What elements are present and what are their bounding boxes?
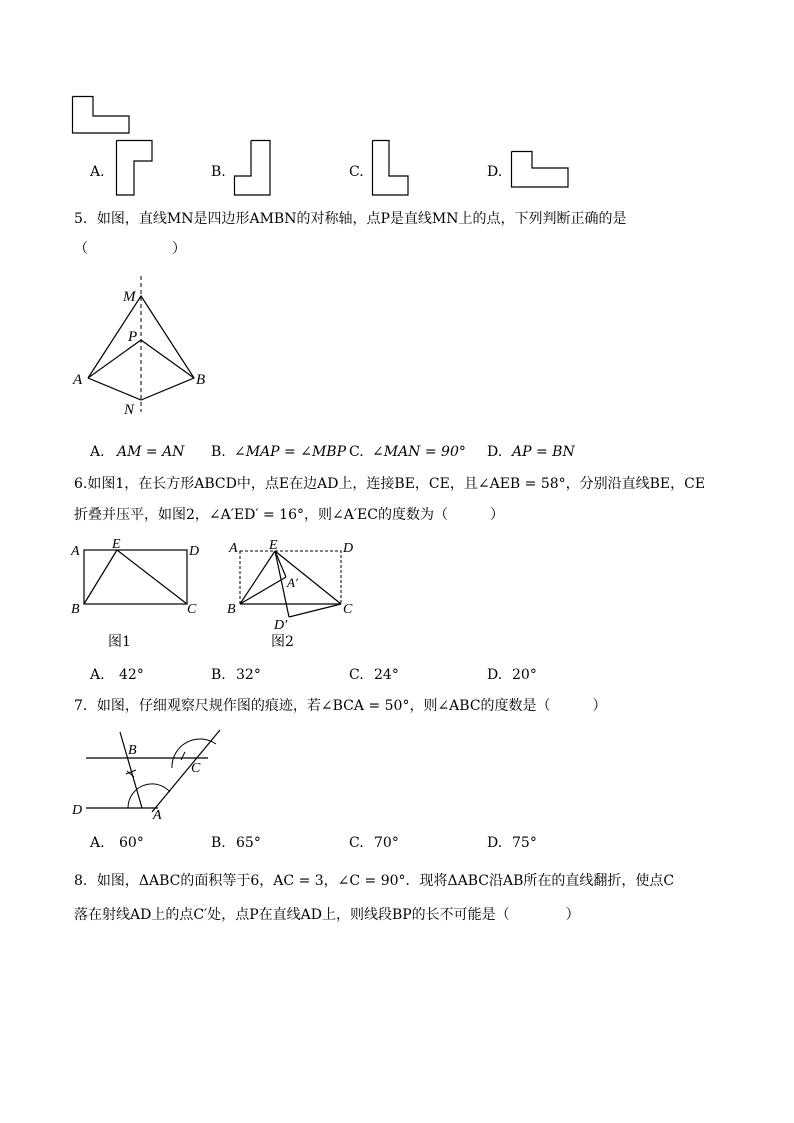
q6-option-b-text[interactable]: 32° xyxy=(236,667,261,683)
q5-label-b: B xyxy=(196,372,206,388)
q6-fig1-caption: 图1 xyxy=(108,634,131,650)
q6-fig1-label-d: D xyxy=(189,544,200,559)
q5-option-b-text[interactable]: ∠MAP = ∠MBP xyxy=(234,444,346,460)
q5-answer-paren[interactable]: （ ） xyxy=(74,241,186,257)
q5-option-d-text[interactable]: AP = BN xyxy=(512,444,575,460)
q7-option-b-text[interactable]: 65° xyxy=(236,835,261,851)
q5-option-d-letter[interactable]: D. xyxy=(487,444,503,460)
q4-option-d-label[interactable]: D. xyxy=(487,164,503,180)
q7-option-a-text[interactable]: 60° xyxy=(119,835,144,851)
q6-fig2-label-b: B xyxy=(227,602,236,617)
q4-option-a-label[interactable]: A. xyxy=(90,164,105,180)
q7-option-a-letter[interactable]: A. xyxy=(90,835,105,851)
q5-label-a: A xyxy=(73,372,83,388)
q6-fig1-label-b: B xyxy=(71,602,80,617)
q6-option-c-letter[interactable]: C. xyxy=(349,667,364,683)
q6-option-b-letter[interactable]: B. xyxy=(211,667,226,683)
q4-option-c-label[interactable]: C. xyxy=(349,164,364,180)
q5-option-a-text[interactable]: AM = AN xyxy=(117,444,185,460)
q7-option-c-text[interactable]: 70° xyxy=(374,835,399,851)
q7-label-c: C xyxy=(191,761,201,776)
q4-option-b-label[interactable]: B. xyxy=(211,164,226,180)
q5-option-c-letter[interactable]: C. xyxy=(349,444,364,460)
q7-option-d-letter[interactable]: D. xyxy=(487,835,503,851)
q6-option-d-letter[interactable]: D. xyxy=(487,667,503,683)
q5-label-m: M xyxy=(123,289,136,305)
q5-option-b-letter[interactable]: B. xyxy=(211,444,226,460)
q6-option-c-text[interactable]: 24° xyxy=(374,667,399,683)
q6-option-d-text[interactable]: 20° xyxy=(512,667,537,683)
q7-option-c-letter[interactable]: C. xyxy=(349,835,364,851)
q6-fig2-caption: 图2 xyxy=(271,634,294,650)
q6-stem-line2: 折叠并压平，如图2，∠A′ED′ = 16°，则∠A′EC的度数为（ ） xyxy=(74,507,504,523)
q4-option-a-shape[interactable] xyxy=(116,140,156,196)
q8-stem-line1: 8．如图，ΔABC的面积等于6，AC = 3，∠C = 90°．现将ΔABC沿AB所在的直线翻折，使点C xyxy=(74,873,675,889)
q5-stem: 5．如图，直线MN是四边形AMBN的对称轴，点P是直线MN上的点，下列判断正确的是 xyxy=(74,211,627,227)
q7-option-b-letter[interactable]: B. xyxy=(211,835,226,851)
q5-option-c-text[interactable]: ∠MAN = 90° xyxy=(372,444,466,460)
q6-fig2-label-d: D xyxy=(343,541,354,556)
q6-fig2-label-e: E xyxy=(269,538,278,553)
q6-figure-1 xyxy=(70,538,210,618)
q7-label-d: D xyxy=(72,803,83,818)
q4-option-d-shape[interactable] xyxy=(511,151,573,191)
q4-option-c-shape[interactable] xyxy=(372,140,412,196)
q6-stem-line1: 6.如图1，在长方形ABCD中，点E在边AD上，连接BE，CE，且∠AEB = 58°，分别沿直线BE，CE xyxy=(74,476,706,492)
q6-fig2-label-d-prime: D′ xyxy=(274,618,288,633)
q6-fig1-label-a: A xyxy=(71,544,80,559)
q6-option-a-letter[interactable]: A. xyxy=(90,667,105,683)
q8-stem-line2: 落在射线AD上的点C′处，点P在直线AD上，则线段BP的长不可能是（ ） xyxy=(74,907,580,923)
q6-fig2-label-c: C xyxy=(343,602,353,617)
q7-label-a: A xyxy=(153,808,162,823)
q5-figure xyxy=(70,272,210,432)
q5-option-a-letter[interactable]: A. xyxy=(90,444,105,460)
q6-fig1-label-e: E xyxy=(112,537,121,552)
q7-figure xyxy=(70,722,240,822)
q4-given-shape xyxy=(72,96,132,136)
q6-option-a-text[interactable]: 42° xyxy=(119,667,144,683)
q7-label-b: B xyxy=(128,743,137,758)
q6-fig1-label-c: C xyxy=(187,602,197,617)
q6-fig2-label-a-prime: A′ xyxy=(287,575,298,590)
q5-label-n: N xyxy=(124,402,135,418)
q7-option-d-text[interactable]: 75° xyxy=(512,835,537,851)
q4-option-b-shape[interactable] xyxy=(234,140,274,196)
q7-stem: 7．如图，仔细观察尺规作图的痕迹，若∠BCA = 50°，则∠ABC的度数是（ ） xyxy=(74,698,607,714)
q5-label-p: P xyxy=(128,329,138,345)
q6-fig2-label-a: A xyxy=(229,541,238,556)
q6-figure-2 xyxy=(225,538,365,638)
